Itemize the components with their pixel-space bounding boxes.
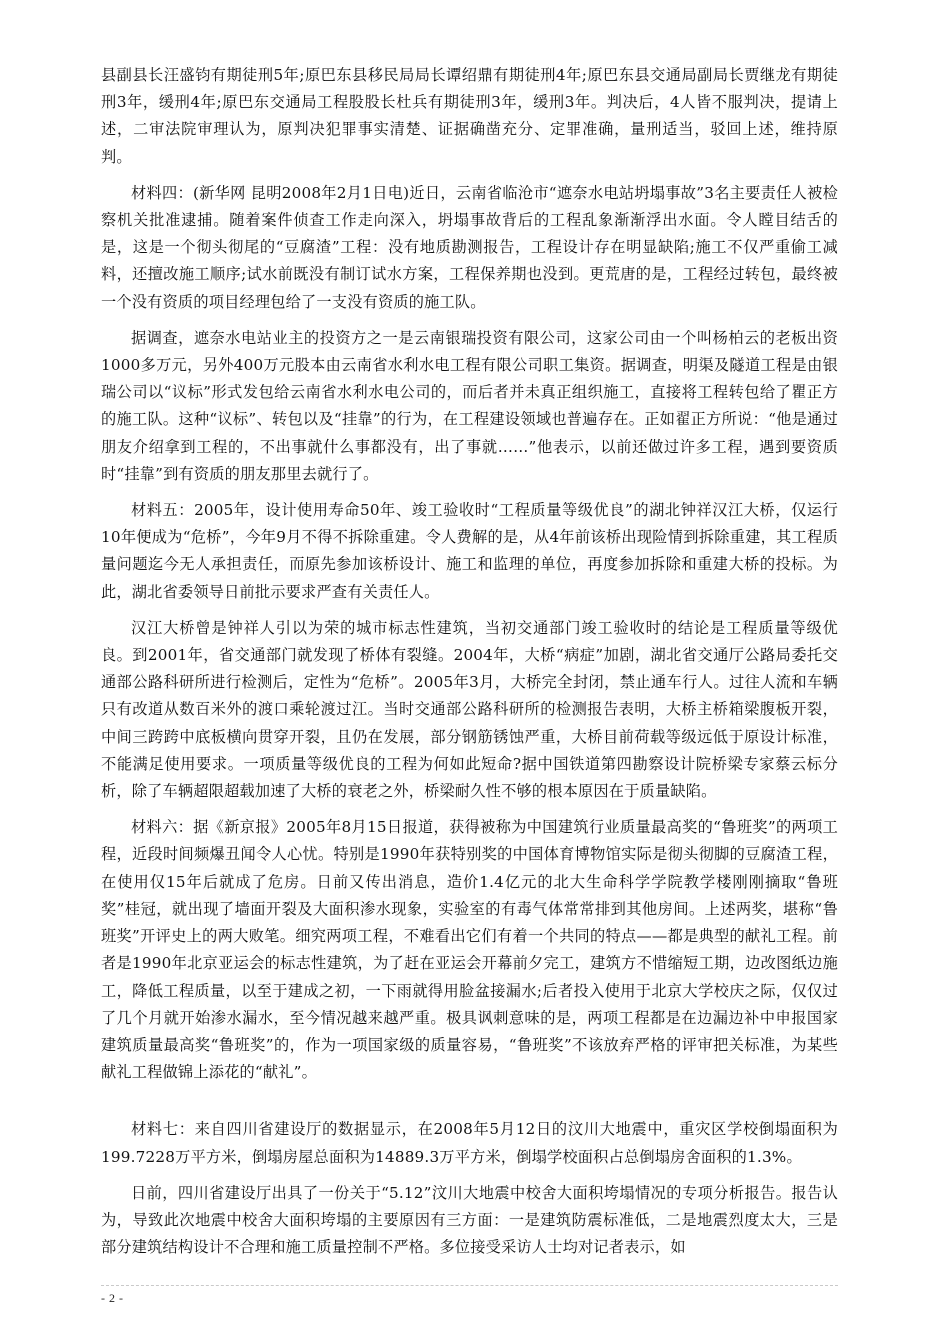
paragraph-investigation: 据调查，遮奈水电站业主的投资方之一是云南银瑞投资有限公司，这家公司由一个叫杨柏云的老板出资1000多万元，另外400万元股本由云南省水利水电工程有限公司职工集资。据调查，明渠及隧道工程是由银瑞公司以“议标”形式发包给云南省水利水电公司的，而后者并未真正组织施工，直接将工程转包给了瞿正方的施工队。这种“议标”、转包以及“挂靠”的行为，在工程建设领域也普遍存在。正如翟正方所说：“他是通过朋友介绍拿到工程的，不出事就什么事都没有，出了事就……”他表示，以前还做过许多工程，遇到要资质时“挂靠”到有资质的朋友那里去就行了。 bbox=[101, 328, 838, 483]
footer-divider bbox=[101, 1285, 838, 1286]
paragraph-continued-verdict: 县副县长汪盛钧有期徒刑5年;原巴东县移民局局长谭绍鼎有期徒刑4年;原巴东县交通局副局长贾继龙有期徒刑3年，缓刑4年;原巴东交通局工程股股长杜兵有期徒刑3年，缓刑3年。判决后，4人皆不服判决，提请上述，二审法院审理认为，原判决犯罪事实清楚、证据确凿充分、定罪准确，量刑适当，驳回上述，维持原判。 bbox=[101, 66, 838, 166]
page-number: - 2 - bbox=[101, 1291, 124, 1305]
paragraph-material-four: 材料四：(新华网 昆明2008年2月1日电)近日，云南省临沧市“遮奈水电站坍塌事故”3名主要责任人被检察机关批准逮捕。随着案件侦查工作走向深入，坍塌事故背后的工程乱象渐渐浮出水面。令人瞠目结舌的是，这是一个彻头彻尾的“豆腐渣”工程：没有地质勘测报告，工程设计存在明显缺陷;施工不仅严重偷工减料，还擅改施工顺序;试水前既没有制订试水方案，工程保养期也没到。更荒唐的是，工程经过转包，最终被一个没有资质的项目经理包给了一支没有资质的施工队。 bbox=[101, 183, 838, 311]
paragraph-hanjiang-bridge: 汉江大桥曾是钟祥人引以为荣的城市标志性建筑，当初交通部门竣工验收时的结论是工程质量等级优良。到2001年，省交通部门就发现了桥体有裂缝。2004年，大桥“病症”加剧，湖北省交通厅公路局委托交通部公路科研所进行检测后，定性为“危桥”。2005年3月，大桥完全封闭，禁止通车行人。过往人流和车辆只有改道从数百米外的渡口乘轮渡过江。当时交通部公路科研所的检测报告表明，大桥主桥箱梁腹板开裂，中间三跨跨中底板横向贯穿开裂，且仍在发展，部分钢筋锈蚀严重，大桥目前荷载等级远低于原设计标准，不能满足使用要求。一项质量等级优良的工程为何如此短命?据中国铁道第四勘察设计院桥梁专家蔡云标分析，除了车辆超限超载加速了大桥的衰老之外，桥梁耐久性不够的根本原因在于质量缺陷。 bbox=[101, 618, 838, 801]
paragraph-material-five: 材料五：2005年，设计使用寿命50年、竣工验收时“工程质量等级优良”的湖北钟祥汉江大桥，仅运行10年便成为“危桥”，今年9月不得不拆除重建。令人费解的是，从4年前该桥出现险情到拆除重建，其工程质量问题迄今无人承担责任，而原先参加该桥设计、施工和监理的单位，再度参加拆除和重建大桥的投标。为此，湖北省委领导日前批示要求严查有关责任人。 bbox=[101, 501, 838, 601]
paragraph-material-six: 材料六：据《新京报》2005年8月15日报道，获得被称为中国建筑行业质量最高奖的“鲁班奖”的两项工程，近段时间频爆丑闻令人心忧。特别是1990年获特别奖的中国体育博物馆实际是彻头彻脚的豆腐渣工程，在使用仅15年后就成了危房。日前又传出消息，造价1.4亿元的北大生命科学学院教学楼刚刚摘取“鲁班奖”桂冠，就出现了墙面开裂及大面积渗水现象，实验室的有毒气体常常排到其他房间。上述两奖，堪称“鲁班奖”开评史上的两大败笔。细究两项工程，不难看出它们有着一个共同的特点——都是典型的献礼工程。前者是1990年北京亚运会的标志性建筑，为了赶在亚运会开幕前夕完工，建筑方不惜缩短工期，边改图纸边施工，降低工程质量，以至于建成之初，一下雨就得用脸盆接漏水;后者投入使用于北京大学校庆之际，仅仅过了几个月就开始渗水漏水，至今情况越来越严重。极具讽刺意味的是，两项工程都是在边漏边补中申报国家建筑质量最高奖“鲁班奖”的，作为一项国家级的质量容易，“鲁班奖”不该放弃严格的评审把关标准，为某些献礼工程做锦上添花的“献礼”。 bbox=[101, 818, 838, 1082]
paragraph-sichuan-report: 日前，四川省建设厅出具了一份关于“5.12”汶川大地震中校舍大面积垮塌情况的专项分析报告。报告认为，导致此次地震中校舍大面积垮塌的主要原因有三方面：一是建筑防震标准低，二是地震烈度太大，三是部分建筑结构设计不合理和施工质量控制不严格。多位接受采访人士均对记者表示，如 bbox=[101, 1183, 838, 1257]
paragraph-material-seven: 材料七：来自四川省建设厅的数据显示，在2008年5月12日的汶川大地震中，重灾区学校倒塌面积为199.7228万平方米，倒塌房屋总面积为14889.3万平方米，倒塌学校面积占总倒塌房舍面积的1.3%。 bbox=[101, 1120, 838, 1166]
